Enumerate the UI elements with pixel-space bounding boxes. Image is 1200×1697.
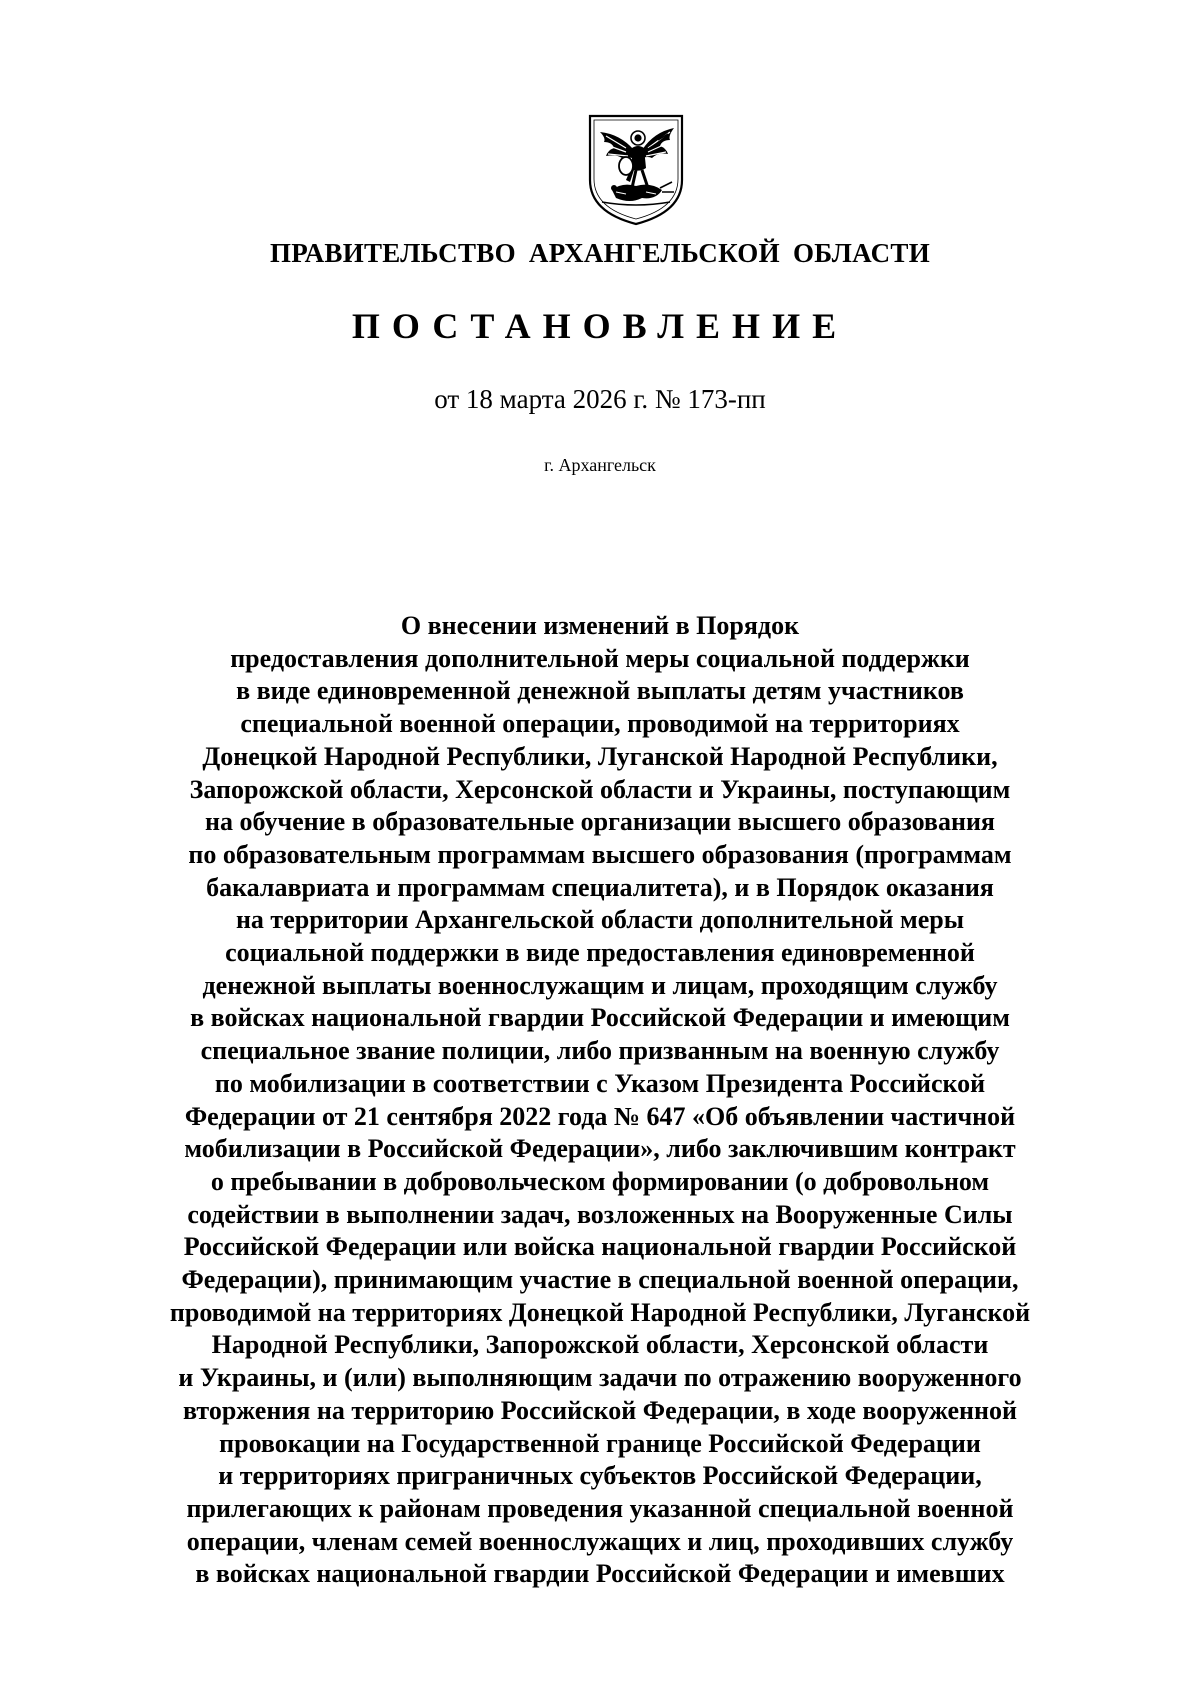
subject-line: бакалавриата и программам специалитета), и в Порядок оказания xyxy=(206,872,994,902)
document-city: г. Архангельск xyxy=(544,455,656,475)
subject-line: о пребывании в добровольческом формировании (о добровольном xyxy=(210,1166,990,1196)
subject-line: специальной военной операции, проводимой на территориях xyxy=(240,709,960,739)
document-type: ПОСТАНОВЛЕНИЕ xyxy=(351,306,849,346)
subject-line: социальной поддержки в виде предоставления единовременной xyxy=(225,938,975,968)
subject-line: мобилизации в Российской Федерации», либо заключившим контракт xyxy=(184,1134,1016,1164)
subject-line: денежной выплаты военнослужащим и лицам, проходящим службу xyxy=(202,970,998,1000)
subject-line: операции, членам семей военнослужащих и лиц, проходивших службу xyxy=(186,1526,1014,1556)
subject-line: проводимой на территориях Донецкой Народной Республики, Луганской xyxy=(169,1297,1031,1327)
subject-line: провокации на Государственной границе Российской Федерации xyxy=(219,1428,981,1458)
subject-line: Запорожской области, Херсонской области и Украины, поступающим xyxy=(189,774,1011,804)
subject-line: по образовательным программам высшего образования (программам xyxy=(188,839,1012,869)
subject-line: в виде единовременной денежной выплаты детям участников xyxy=(236,676,964,706)
subject-line: вторжения на территорию Российской Федерации, в ходе вооруженной xyxy=(183,1395,1017,1425)
organization-title: ПРАВИТЕЛЬСТВО АРХАНГЕЛЬСКОЙ ОБЛАСТИ xyxy=(269,238,931,268)
subject-line: содействии в выполнении задач, возложенных на Вооруженные Силы xyxy=(187,1199,1013,1229)
subject-line: по мобилизации в соответствии с Указом Президента Российской xyxy=(214,1068,986,1098)
document-subject xyxy=(150,610,1050,1591)
subject-line: О внесении изменений в Порядок xyxy=(400,611,800,640)
subject-line: прилегающих к районам проведения указанной специальной военной xyxy=(186,1493,1014,1523)
subject-line: Народной Республики, Запорожской области, Херсонской области xyxy=(211,1330,989,1360)
document-date-number: от 18 марта 2026 г. № 173-пп xyxy=(434,384,766,414)
subject-line: в войсках национальной гвардии Российской Федерации и имеющим xyxy=(190,1003,1010,1033)
subject-line: Федерации от 21 сентября 2022 года № 647 «Об объявлении частичной xyxy=(184,1101,1016,1131)
subject-line: специальное звание полиции, либо призванным на военную службу xyxy=(200,1036,1000,1066)
coat-of-arms-icon xyxy=(585,112,687,228)
subject-line: и территориях приграничных субъектов Российской Федерации, xyxy=(218,1461,982,1491)
subject-line: предоставления дополнительной меры социальной поддержки xyxy=(230,643,970,673)
subject-line: Федерации), принимающим участие в специальной военной операции, xyxy=(181,1265,1019,1295)
subject-line: и Украины, и (или) выполняющим задачи по отражению вооруженного xyxy=(178,1363,1022,1393)
subject-line: Донецкой Народной Республики, Луганской Народной Республики, xyxy=(202,741,998,771)
subject-line: Российской Федерации или войска национальной гвардии Российской xyxy=(183,1232,1017,1262)
subject-line: в войсках национальной гвардии Российской Федерации и имевших xyxy=(195,1559,1005,1589)
subject-line: на территории Архангельской области дополнительной меры xyxy=(235,905,965,935)
subject-line: на обучение в образовательные организации высшего образования xyxy=(204,807,995,837)
